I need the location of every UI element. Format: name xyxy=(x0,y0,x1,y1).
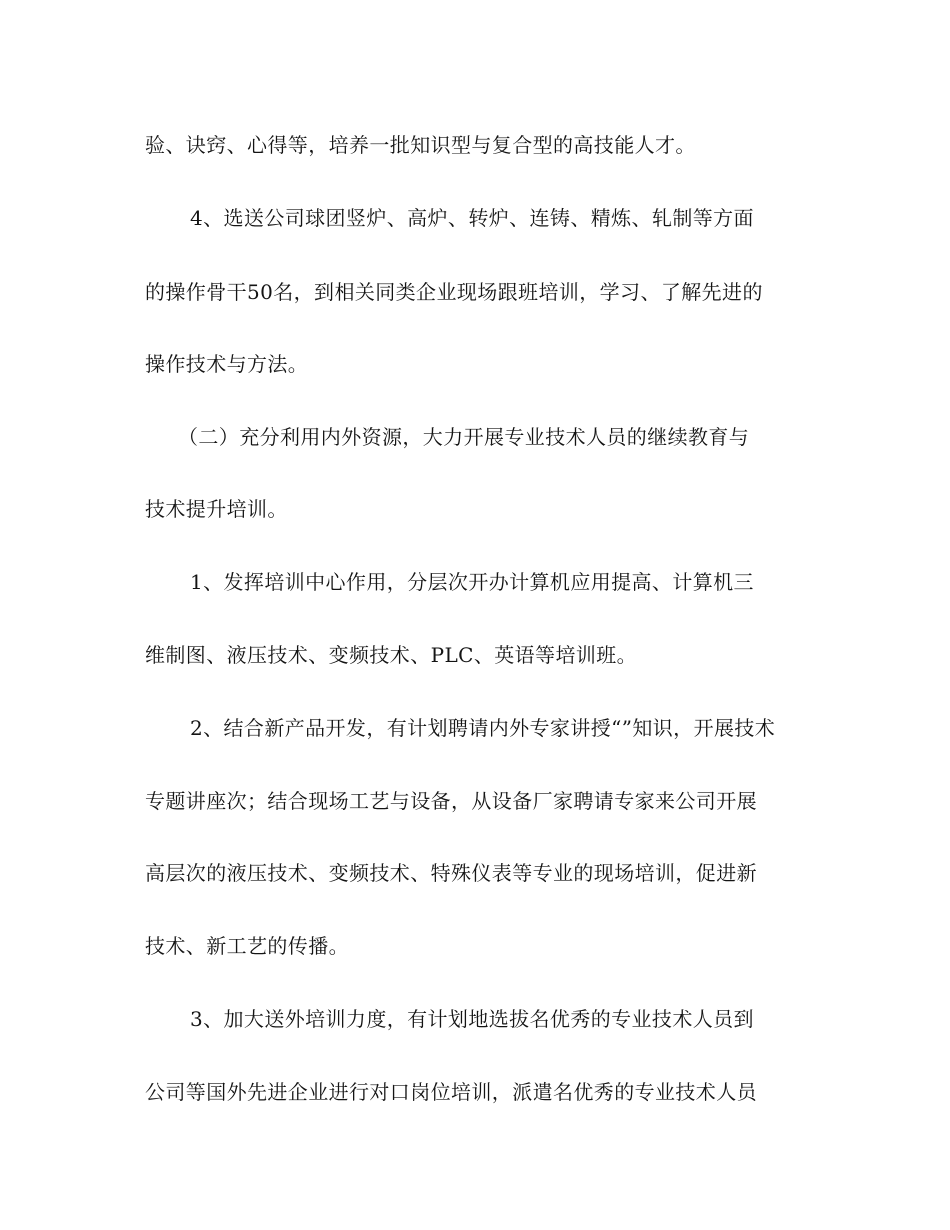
paragraph-line: 维制图、液压技术、变频技术、PLC、英语等培训班。 xyxy=(145,643,638,667)
paragraph-line: 技术、新工艺的传播。 xyxy=(145,934,349,958)
paragraph-line: 技术提升培训。 xyxy=(145,497,288,521)
paragraph-line: 的操作骨干50名，到相关同类企业现场跟班培训，学习、了解先进的 xyxy=(145,280,763,304)
paragraph-line: 高层次的液压技术、变频技术、特殊仪表等专业的现场培训，促进新 xyxy=(145,861,757,885)
paragraph-line: 验、诀窍、心得等，培养一批知识型与复合型的高技能人才。 xyxy=(145,133,696,157)
paragraph-line: 4、选送公司球团竖炉、高炉、转炉、连铸、精炼、轧制等方面 xyxy=(190,206,754,230)
paragraph-line: 公司等国外先进企业进行对口岗位培训，派遣名优秀的专业技术人员 xyxy=(145,1080,757,1104)
paragraph-line: 3、加大送外培训力度，有计划地选拔名优秀的专业技术人员到 xyxy=(190,1007,754,1031)
section-heading: （二）充分利用内外资源，大力开展专业技术人员的继续教育与 xyxy=(178,425,750,449)
paragraph-line: 1、发挥培训中心作用，分层次开办计算机应用提高、计算机三 xyxy=(190,570,754,594)
paragraph-line: 2、结合新产品开发，有计划聘请内外专家讲授“”知识，开展技术 xyxy=(190,716,776,740)
paragraph-line: 专题讲座次；结合现场工艺与设备，从设备厂家聘请专家来公司开展 xyxy=(145,789,757,813)
paragraph-line: 操作技术与方法。 xyxy=(145,352,309,376)
